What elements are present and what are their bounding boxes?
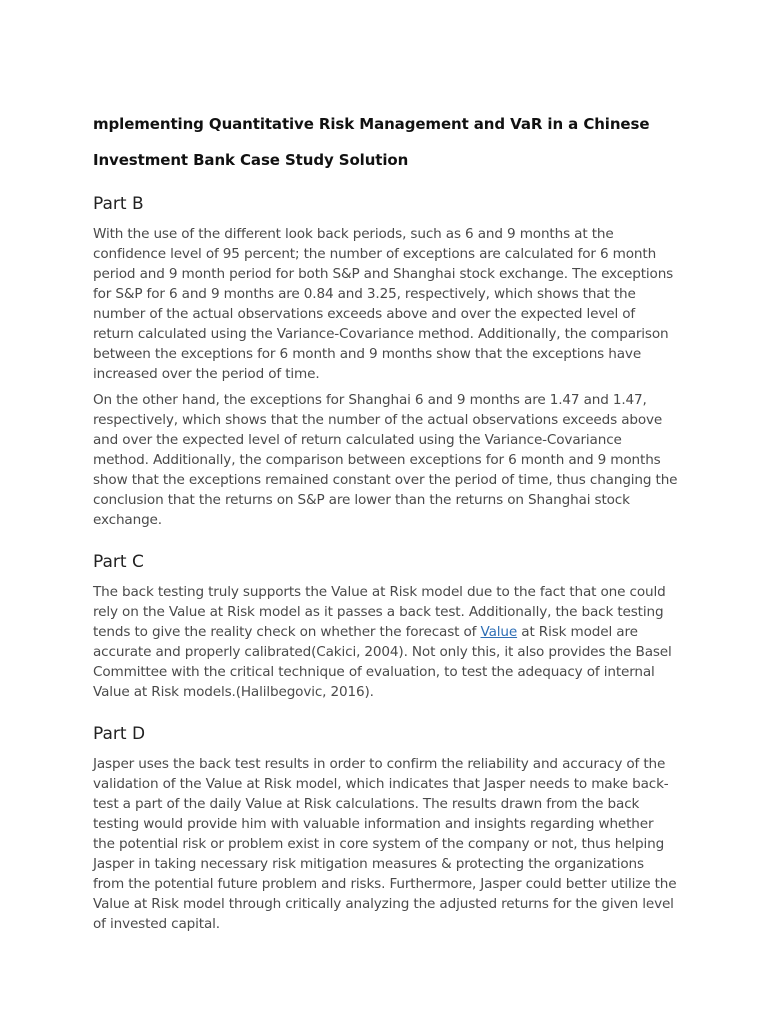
title-line-1: mplementing Quantitative Risk Management and VaR in a Chinese [93, 115, 650, 133]
document-title [93, 106, 678, 178]
part-c-text-before-link: The back testing truly supports the Value at Risk model due to the fact that one could rely on the Value at Risk model as it passes a back test. Additionally, the back testing tends to give the reality check on whether the forecast of [93, 584, 666, 640]
value-link[interactable]: Value [480, 624, 518, 640]
part-c-heading: Part C [93, 552, 144, 572]
part-b-heading: Part B [93, 194, 144, 214]
part-c-text-after-link: at Risk model are accurate and properly calibrated(Cakici, 2004). Not only this, it also provides the Basel Committee with the critical technique of evaluation, to test the adequacy of internal Value at Risk models.(Halilbegovic, 2016). [93, 624, 672, 700]
part-c-paragraph-1 [93, 582, 678, 702]
part-d-paragraph-1: Jasper uses the back test results in order to confirm the reliability and accuracy of the validation of the Value at Risk model, which indicates that Jasper needs to make back-test a part of the daily Value at Risk calculations. The results drawn from the back testing would provide him with valuable information and insights regarding whether the potential risk or problem exist in core system of the company or not, thus helping Jasper in taking necessary risk mitigation measures & protecting the organizations from the potential future problem and risks. Furthermore, Jasper could better utilize the Value at Risk model through critically analyzing the adjusted returns for the given level of invested capital. [93, 756, 677, 932]
part-d-heading: Part D [93, 724, 146, 744]
document-page [93, 106, 678, 934]
title-line-2: Investment Bank Case Study Solution [93, 151, 409, 169]
part-b-paragraph-2: On the other hand, the exceptions for Shanghai 6 and 9 months are 1.47 and 1.47, respectively, which shows that the number of the actual observations exceeds above and over the expected level of return calculated using the Variance-Covariance method. Additionally, the comparison between exceptions for 6 month and 9 months show that the exceptions remained constant over the period of time, thus changing the conclusion that the returns on S&P are lower than the returns on Shanghai stock exchange. [93, 392, 678, 528]
part-b-paragraph-1: With the use of the different look back periods, such as 6 and 9 months at the confidence level of 95 percent; the number of exceptions are calculated for 6 month period and 9 month period for both S&P and Shanghai stock exchange. The exceptions for S&P for 6 and 9 months are 0.84 and 3.25, respectively, which shows that the number of the actual observations exceeds above and over the expected level of return calculated using the Variance-Covariance method. Additionally, the comparison between the exceptions for 6 month and 9 months show that the exceptions have increased over the period of time. [93, 226, 674, 382]
